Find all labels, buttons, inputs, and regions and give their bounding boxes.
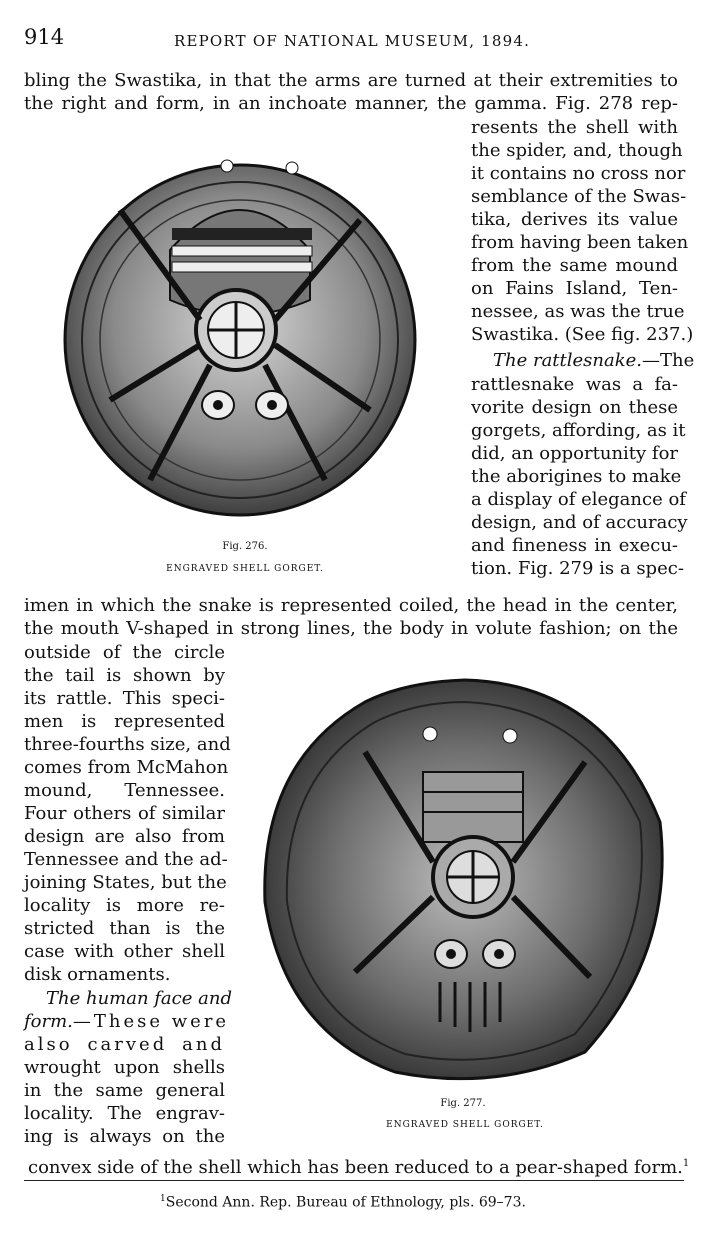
body-line: the spider, and, though (471, 140, 683, 161)
figure-276-label: Fig. 276. (222, 541, 268, 552)
human-face-tail: —These were (72, 1011, 230, 1032)
rattlesnake-heading: The rattlesnake. (493, 350, 643, 371)
body-line: ing is always on the (24, 1126, 225, 1147)
body-line: semblance of the Swas- (471, 186, 687, 207)
body-line: joining States, but the (24, 872, 227, 893)
body-line: the tail is shown by (24, 665, 225, 686)
body-last-line (28, 1153, 689, 1179)
footnote (160, 1188, 526, 1214)
body-line: vorite design on these (471, 397, 678, 418)
footnote-ref: 1 (682, 1158, 690, 1169)
human-face-heading-cont: form. (24, 1011, 73, 1032)
body-line: gorgets, affording, as it (471, 420, 686, 441)
body-line: the aborigines to make (471, 466, 682, 487)
gorget-second-illustration (255, 672, 675, 1092)
body-line: comes from McMahon (24, 757, 229, 778)
running-title: REPORT OF NATIONAL MUSEUM, 1894. (174, 32, 531, 50)
page-number: 914 (24, 25, 65, 49)
body-line: outside of the circle (24, 642, 225, 663)
figure-277-label: Fig. 277. (440, 1098, 486, 1109)
body-line: from the same mound (471, 255, 678, 276)
footnote-text: Second Ann. Rep. Bureau of Ethnology, pls. 69–73. (165, 1194, 526, 1211)
body-line: rattlesnake was a fa- (471, 374, 678, 395)
body-line: Tennessee and the ad- (24, 849, 228, 870)
body-line: three-fourths size, and (24, 734, 231, 755)
body-line: its rattle. This speci- (24, 688, 225, 709)
body-line: men is represented (24, 711, 225, 732)
body-line: locality is more re- (24, 895, 225, 916)
human-face-heading: The human face and (46, 988, 232, 1009)
human-face-heading-line (46, 988, 232, 1010)
body-line: mound, Tennessee. (24, 780, 225, 801)
body-line: Four others of similar (24, 803, 225, 824)
body-line: bling the Swastika, in that the arms are turned at their extremities to (24, 70, 678, 91)
body-line: imen in which the snake is represented coiled, the head in the center, (24, 595, 678, 616)
rattlesnake-line (493, 350, 695, 372)
body-line: disk ornaments. (24, 964, 171, 985)
body-line: tion. Fig. 279 is a spec- (471, 558, 684, 579)
footnote-rule (24, 1180, 684, 1181)
body-line: a display of elegance of (471, 489, 686, 510)
human-face-line (24, 1011, 230, 1033)
figure-277-caption: ENGRAVED SHELL GORGET. (386, 1120, 544, 1130)
figure-276-caption: ENGRAVED SHELL GORGET. (166, 564, 324, 574)
gorget-spider-illustration (60, 150, 430, 530)
body-line: convex side of the shell which has been reduced to a pear-shaped form. (28, 1157, 683, 1178)
body-line: resents the shell with (471, 117, 678, 138)
body-line: in the same general (24, 1080, 225, 1101)
rattlesnake-tail: —The (642, 350, 695, 371)
body-line: tika, derives its value (471, 209, 678, 230)
body-line: also carved and (24, 1034, 225, 1055)
body-line: the mouth V-shaped in strong lines, the body in volute fashion; on the (24, 618, 678, 639)
body-line: wrought upon shells (24, 1057, 225, 1078)
body-line: it contains no cross nor (471, 163, 686, 184)
body-line: on Fains Island, Ten- (471, 278, 678, 299)
body-line: case with other shell (24, 941, 225, 962)
body-line: did, an opportunity for (471, 443, 679, 464)
body-line: the right and form, in an inchoate manner, the gamma. Fig. 278 rep- (24, 93, 678, 114)
body-line: nessee, as was the true (471, 301, 685, 322)
body-line: locality. The engrav- (24, 1103, 225, 1124)
body-line: stricted than is the (24, 918, 225, 939)
body-line: design are also from (24, 826, 225, 847)
body-line: from having been taken (471, 232, 689, 253)
body-line: design, and of accuracy (471, 512, 688, 533)
body-line: and fineness in execu- (471, 535, 678, 556)
body-line: Swastika. (See fig. 237.) (471, 324, 694, 345)
footnote-marker: 1 (160, 1194, 166, 1204)
